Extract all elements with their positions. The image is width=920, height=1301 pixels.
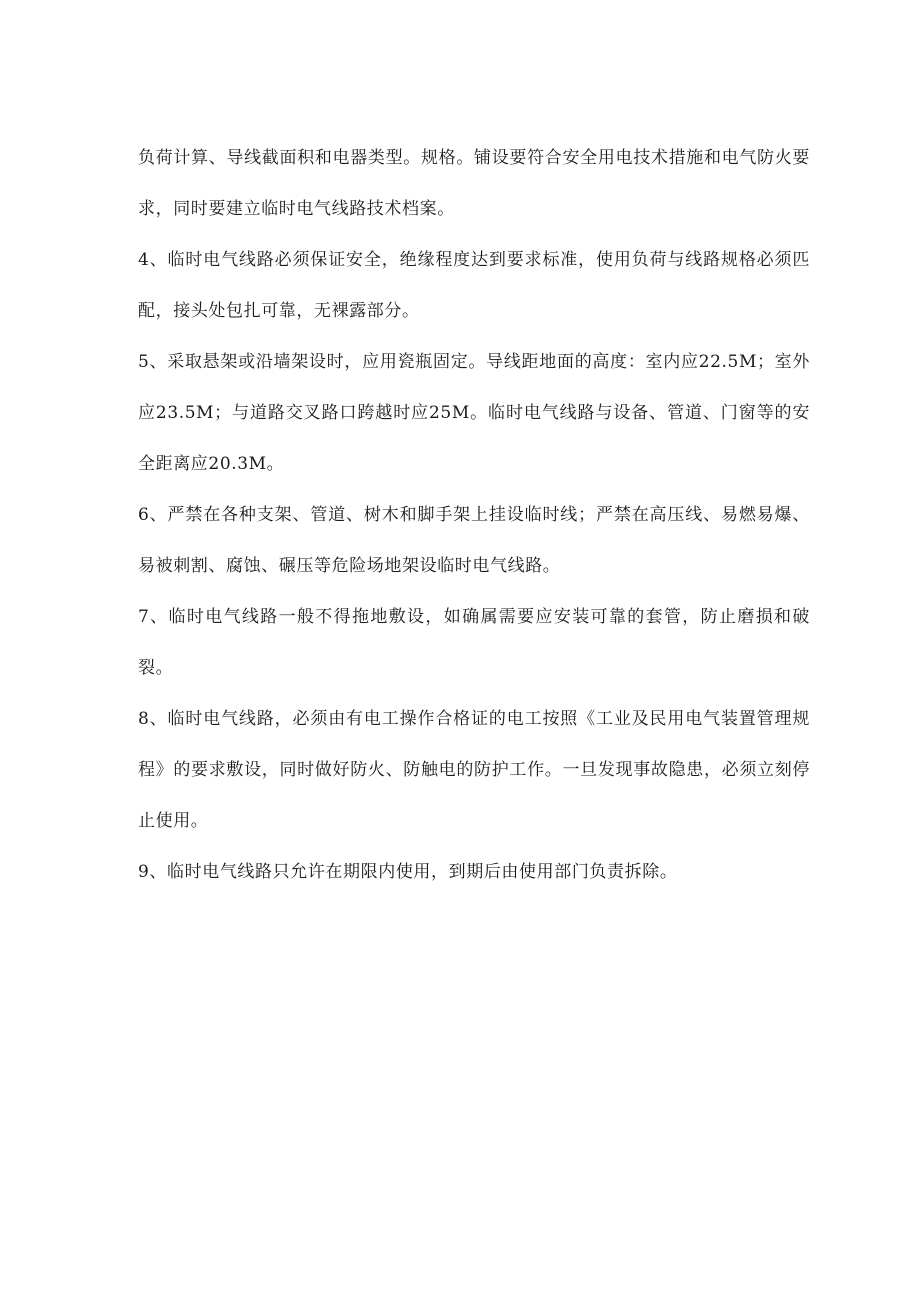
paragraph-item-5: 5、采取悬架或沿墙架设时，应用瓷瓶固定。导线距地面的高度：室内应22.5M；室外应23.5M；与道路交叉路口跨越时应25M。临时电气线路与设备、管道、门窗等的安全距离应20.3M。 [138, 352, 810, 474]
paragraph-item-4: 4、临时电气线路必须保证安全，绝缘程度达到要求标准，使用负荷与线路规格必须匹配，接头处包扎可靠，无裸露部分。 [138, 250, 810, 321]
paragraph-item-6: 6、严禁在各种支架、管道、树木和脚手架上挂设临时线；严禁在高压线、易燃易爆、易被刺割、腐蚀、碾压等危险场地架设临时电气线路。 [138, 505, 810, 576]
paragraph-continuation: 负荷计算、导线截面积和电器类型。规格。铺设要符合安全用电技术措施和电气防火要求，同时要建立临时电气线路技术档案。 [138, 148, 810, 219]
paragraph-item-9: 9、临时电气线路只允许在期限内使用，到期后由使用部门负责拆除。 [138, 862, 678, 882]
paragraph-item-8: 8、临时电气线路，必须由有电工操作合格证的电工按照《工业及民用电气装置管理规程》的要求敷设，同时做好防火、防触电的防护工作。一旦发现事故隐患，必须立刻停止使用。 [138, 709, 810, 831]
paragraph-item-7: 7、临时电气线路一般不得拖地敷设，如确属需要应安装可靠的套管，防止磨损和破裂。 [138, 607, 810, 678]
document-body [138, 133, 810, 898]
